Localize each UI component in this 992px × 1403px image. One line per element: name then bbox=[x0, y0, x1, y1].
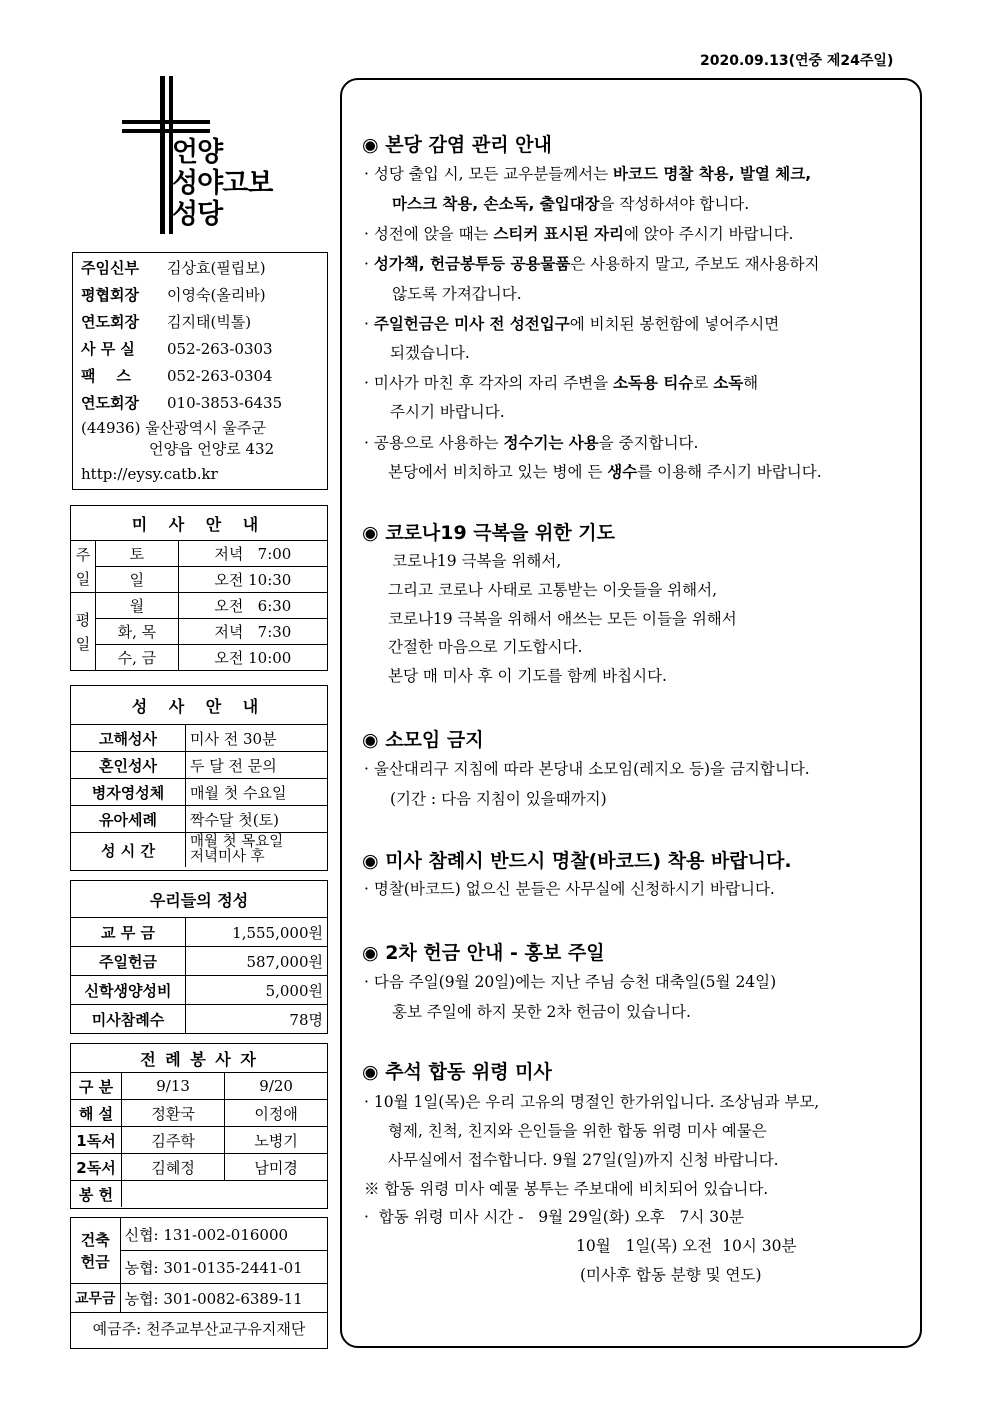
notice-line: 본당에서 비치하고 있는 병에 든 생수를 이용해 주시기 바랍니다. bbox=[388, 463, 822, 481]
notice-line: 않도록 가져갑니다. bbox=[392, 285, 522, 303]
contact-row: 주임신부 김상효(필립보) bbox=[81, 259, 266, 277]
mass-schedule-title: 미 사 안 내 bbox=[71, 506, 327, 541]
notice-line: 홍보 주일에 하지 못한 2차 헌금이 있습니다. bbox=[392, 1003, 691, 1021]
contact-row: 연도회장 010-3853-6435 bbox=[81, 393, 283, 412]
prayer-line: 그리고 코로나 사태로 고통받는 이웃들을 위해서, bbox=[388, 581, 718, 599]
sacraments-title: 성 사 안 내 bbox=[71, 686, 327, 725]
prayer-line: 코로나19 극복을 위해서 애쓰는 모든 이들을 위해서 bbox=[388, 610, 737, 628]
notice-line: (기간 : 다음 지침이 있을때까지) bbox=[390, 790, 607, 808]
section-title-infection-control: ◉ 본당 감염 관리 안내 bbox=[362, 134, 552, 156]
notice-line: 되겠습니다. bbox=[390, 344, 470, 362]
prayer-line: 간절한 마음으로 기도합시다. bbox=[388, 638, 583, 656]
notice-line: 사무실에서 접수합니다. 9월 27일(일)까지 신청 바랍니다. bbox=[388, 1151, 779, 1169]
notice-line: · 다음 주일(9월 20일)에는 지난 주님 승천 대축일(5월 24일) bbox=[364, 973, 777, 991]
notice-line: · 미사가 마친 후 각자의 자리 주변을 소독용 티슈로 소독해 bbox=[364, 374, 759, 392]
prayer-line: 코로나19 극복을 위해서, bbox=[392, 552, 562, 570]
issue-date: 2020.09.13(연중 제24주일) bbox=[700, 53, 894, 69]
notice-line: 형제, 친척, 친지와 은인들을 위한 합동 위령 미사 예물은 bbox=[388, 1122, 767, 1140]
notice-line: · 성당 출입 시, 모든 교우분들께서는 바코드 명찰 착용, 발열 체크, bbox=[364, 165, 812, 183]
contact-row: 연도회장 김지태(빅톨) bbox=[81, 313, 252, 331]
notice-line: (미사후 합동 분향 및 연도) bbox=[580, 1266, 762, 1284]
liturgy-servers-table: 전 례 봉 사 자 구 분 9/13 9/20 해 설 정환국 이정애 1독서 김주학 노병기 2독서 김혜정 남미경 봉 헌 bbox=[70, 1043, 328, 1209]
section-title-small-groups: ◉ 소모임 금지 bbox=[362, 729, 484, 751]
logo-line-1: 언양 bbox=[172, 137, 223, 168]
address: (44936) 울산광역시 울주군 언양읍 언양로 432 bbox=[81, 419, 275, 458]
notice-line: ※ 합동 위령 미사 예물 봉투는 주보대에 비치되어 있습니다. bbox=[364, 1180, 769, 1198]
notice-line: 10월 1일(목) 오전 10시 30분 bbox=[576, 1237, 797, 1255]
parish-logo-text bbox=[172, 137, 272, 230]
section-title-name-tag: ◉ 미사 참례시 반드시 명찰(바코드) 착용 바랍니다. bbox=[362, 850, 792, 872]
bank-accounts-table: 건축 헌금 신협: 131-002-016000 농협: 301-0135-2441-01 교무금 농협: 301-0082-6389-11 예금주: 천주교부산교구유지재단 bbox=[70, 1217, 328, 1349]
logo-line-2: 성야고보 bbox=[172, 168, 273, 199]
notice-line: · 성전에 앉을 때는 스티커 표시된 자리에 앉아 주시기 바랍니다. bbox=[364, 225, 794, 243]
notice-line: · 성가책, 헌금봉투등 공용물품은 사용하지 말고, 주보도 재사용하지 bbox=[364, 255, 820, 273]
section-title-chuseok-mass: ◉ 추석 합동 위령 미사 bbox=[362, 1061, 552, 1083]
mass-schedule-table: 미 사 안 내 주 일 토 저녁 7:00 일 오전 10:30 평 일 월 오전 6:30 화, 목 저녁 7:30 수, 금 오전 10:00 bbox=[70, 505, 328, 671]
notice-line: · 공용으로 사용하는 정수기는 사용을 중지합니다. bbox=[364, 434, 699, 452]
notice-line: · 울산대리구 지침에 따라 본당내 소모임(레지오 등)을 금지합니다. bbox=[364, 760, 810, 778]
notice-line: · 10월 1일(목)은 우리 고유의 명절인 한가위입니다. 조상님과 부모, bbox=[364, 1093, 820, 1111]
section-title-covid-prayer: ◉ 코로나19 극복을 위한 기도 bbox=[362, 522, 616, 544]
section-title-second-collection: ◉ 2차 헌금 안내 - 홍보 주일 bbox=[362, 942, 605, 964]
notice-line: 주시기 바랍니다. bbox=[390, 403, 505, 421]
contact-row: 사 무 실 052-263-0303 bbox=[81, 339, 273, 358]
notice-line: 마스크 착용, 손소독, 출입대장을 작성하셔야 합니다. bbox=[392, 195, 750, 213]
notice-line: · 명찰(바코드) 없으신 분들은 사무실에 신청하시기 바랍니다. bbox=[364, 880, 775, 898]
contact-row: 평협회장 이영숙(올리바) bbox=[81, 286, 266, 304]
logo-line-3: 성당 bbox=[172, 199, 223, 230]
contact-row: 팩 스 052-263-0304 bbox=[81, 366, 273, 385]
sacraments-table: 성 사 안 내 고해성사 미사 전 30분 혼인성사 두 달 전 문의 병자영성체 매월 첫 수요일 유아세례 짝수달 첫(토) 성 시 간 매월 첫 목요일 저녁미사 후 bbox=[70, 685, 328, 871]
offerings-table: 우리들의 정성 교 무 금 1,555,000원 주일헌금 587,000원 신학생양성비 5,000원 미사참례수 78명 bbox=[70, 880, 328, 1034]
contact-box bbox=[72, 252, 328, 490]
notice-line: · 주일헌금은 미사 전 성전입구에 비치된 봉헌함에 넣어주시면 bbox=[364, 315, 780, 333]
website-link[interactable]: http://eysy.catb.kr bbox=[81, 465, 218, 483]
offerings-title: 우리들의 정성 bbox=[71, 881, 327, 918]
servers-title: 전 례 봉 사 자 bbox=[71, 1044, 327, 1073]
prayer-line: 본당 매 미사 후 이 기도를 함께 바칩시다. bbox=[388, 667, 667, 685]
notice-line: · 합동 위령 미사 시간 - 9월 29일(화) 오후 7시 30분 bbox=[364, 1208, 744, 1226]
